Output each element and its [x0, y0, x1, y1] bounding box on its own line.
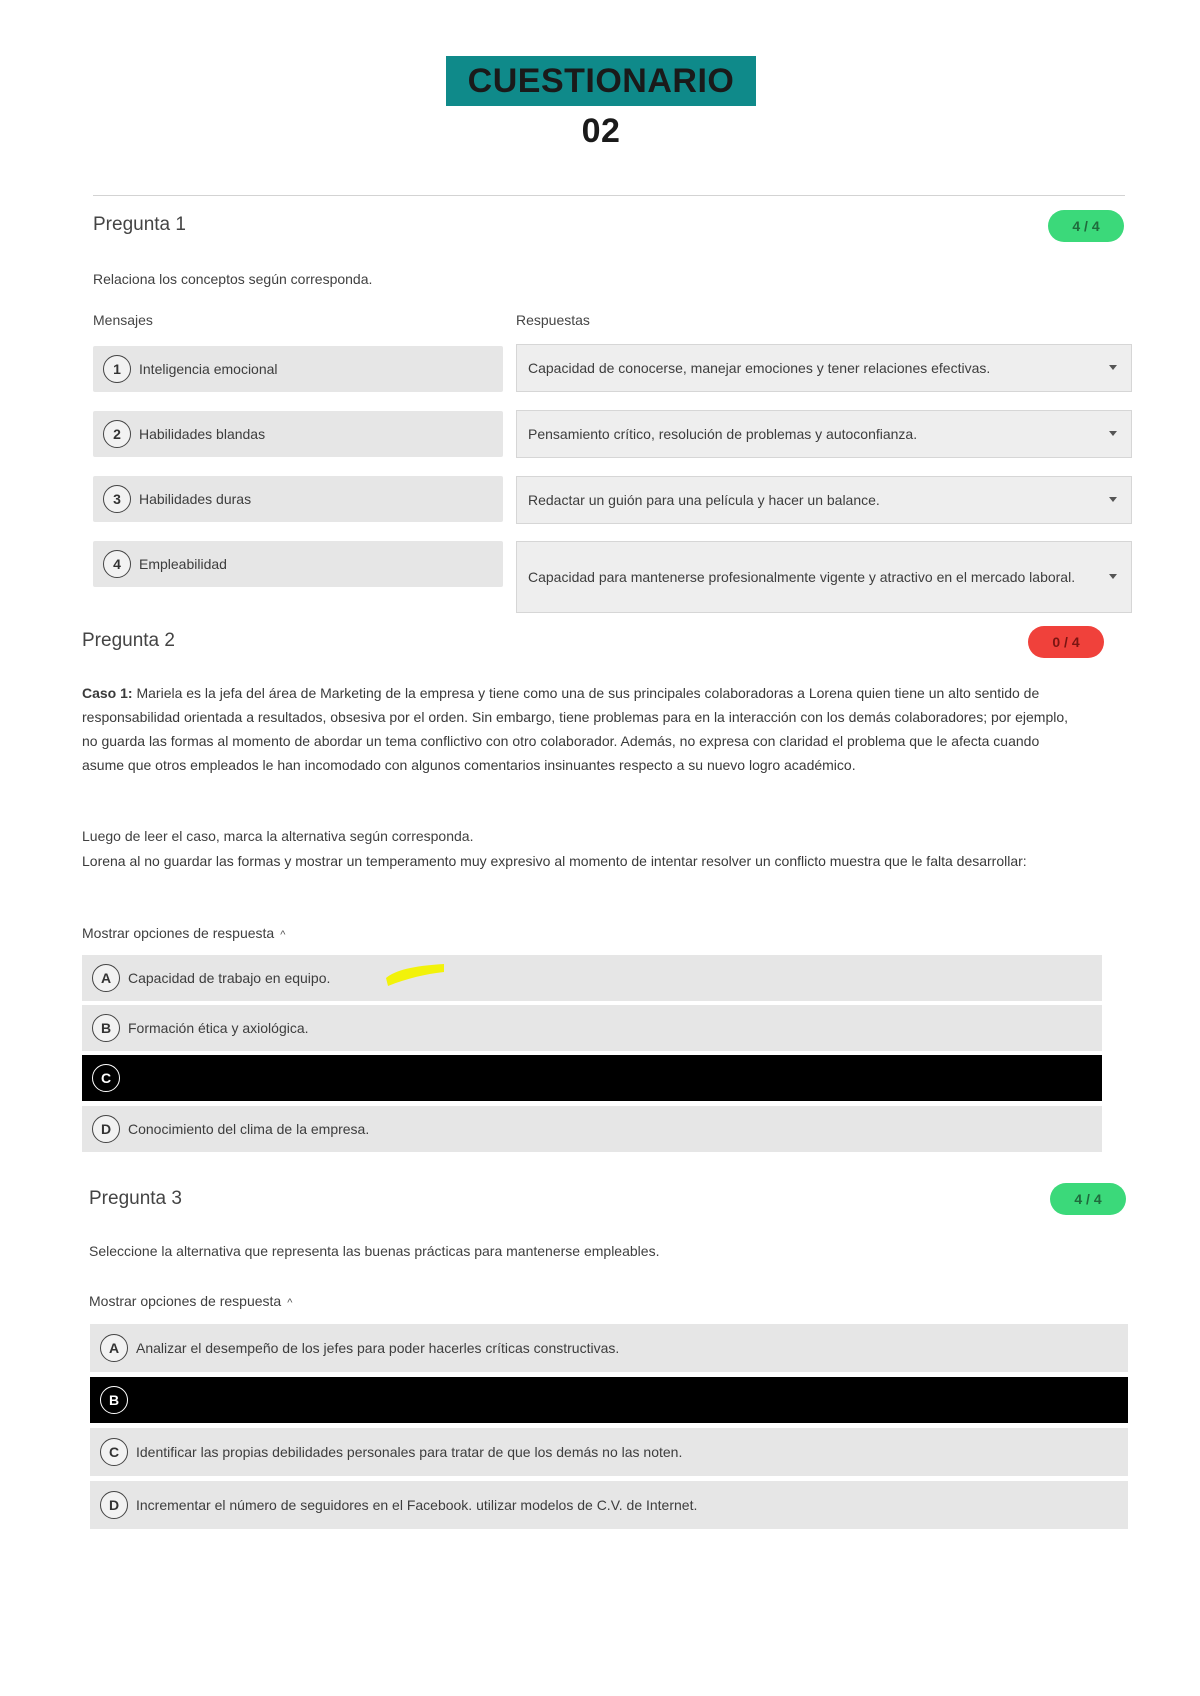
question-1-title: Pregunta 1 — [93, 214, 186, 235]
case-description — [82, 681, 1082, 777]
answer-select[interactable] — [516, 410, 1132, 458]
question-3-prompt: Seleccione la alternativa que representa las buenas prácticas para mantenerse empleables. — [89, 1243, 660, 1259]
option-text: Identificar las propias debilidades personales para tratar de que los demás no las noten. — [136, 1444, 683, 1460]
option-b[interactable] — [82, 1005, 1102, 1051]
option-letter: A — [92, 964, 120, 992]
chevron-down-icon — [1109, 365, 1117, 370]
show-options-label: Mostrar opciones de respuesta — [89, 1293, 282, 1309]
case-text: Mariela es la jefa del área de Marketing de la empresa y tiene como una de sus principales colaboradoras a Lorena quien tiene un alto sentido de responsabilidad orientada a resultados, obsesiva por el orden. Sin embargo, tiene problemas para en la interacción con los demás colaboradores; por ejemplo, no guarda las formas al momento de abordar un tema conflictivo con otro colaborador. Además, no expresa con claridad el problema que le afecta cuando asume que otros empleados le han incomodado con algunos comentarios insinuantes respecto a su nuevo logro académico. — [82, 685, 1069, 773]
option-letter: B — [92, 1014, 120, 1042]
question-2-stem — [82, 849, 1082, 873]
question-1-prompt: Relaciona los conceptos según corresponda. — [93, 271, 373, 287]
question-1-score-badge: 4 / 4 — [1048, 210, 1124, 242]
option-text: Capacidad de trabajo en equipo. — [128, 970, 331, 986]
option-letter: D — [92, 1115, 120, 1143]
chevron-up-icon: ^ — [287, 1297, 293, 1309]
concept-label: Inteligencia emocional — [139, 361, 278, 377]
option-d[interactable] — [82, 1106, 1102, 1152]
option-text: Formación ética y axiológica. — [128, 1020, 309, 1036]
option-letter: C — [100, 1438, 128, 1466]
option-b-redacted[interactable] — [90, 1377, 1128, 1423]
concept-item — [93, 346, 503, 392]
option-a[interactable] — [82, 955, 1102, 1001]
question-3-title: Pregunta 3 — [89, 1188, 182, 1209]
option-letter: D — [100, 1491, 128, 1519]
divider — [93, 195, 1125, 196]
document-title: CUESTIONARIO 02 — [446, 56, 756, 106]
option-c[interactable] — [90, 1428, 1128, 1476]
number-badge: 2 — [103, 420, 131, 448]
show-options-toggle[interactable] — [89, 1293, 292, 1309]
case-label: Caso 1: — [82, 685, 133, 701]
number-badge: 1 — [103, 355, 131, 383]
concept-label: Empleabilidad — [139, 556, 227, 572]
chevron-down-icon — [1109, 497, 1117, 502]
option-text: Analizar el desempeño de los jefes para poder hacerles críticas constructivas. — [136, 1340, 620, 1356]
answer-select-value: Pensamiento crítico, resolución de problemas y autoconfianza. — [528, 426, 918, 442]
column-header-answers: Respuestas — [516, 312, 590, 328]
answer-select-value: Capacidad para mantenerse profesionalmente vigente y atractivo en el mercado laboral. — [528, 569, 1076, 585]
answer-select[interactable] — [516, 476, 1132, 524]
option-letter: A — [100, 1334, 128, 1362]
answer-select[interactable] — [516, 541, 1132, 613]
option-letter: B — [100, 1386, 128, 1414]
concept-label: Habilidades duras — [139, 491, 252, 507]
show-options-toggle[interactable] — [82, 925, 285, 941]
question-2-title: Pregunta 2 — [82, 630, 175, 651]
concept-item — [93, 541, 503, 587]
question-2-stem-text: Lorena al no guardar las formas y mostrar un temperamento muy expresivo al momento de intentar resolver un conflicto muestra que le falta desarrollar: — [82, 853, 1027, 869]
column-header-messages: Mensajes — [93, 312, 153, 328]
option-a[interactable] — [90, 1324, 1128, 1372]
answer-select-value: Capacidad de conocerse, manejar emociones y tener relaciones efectivas. — [528, 360, 991, 376]
option-text: Conocimiento del clima de la empresa. — [128, 1121, 370, 1137]
question-3-score-badge: 4 / 4 — [1050, 1183, 1126, 1215]
option-text: Incrementar el número de seguidores en el Facebook. utilizar modelos de C.V. de Internet. — [136, 1497, 698, 1513]
chevron-down-icon — [1109, 431, 1117, 436]
answer-select[interactable] — [516, 344, 1132, 392]
number-badge: 4 — [103, 550, 131, 578]
answer-select-value: Redactar un guión para una película y hacer un balance. — [528, 492, 880, 508]
option-c-redacted[interactable] — [82, 1055, 1102, 1101]
option-d[interactable] — [90, 1481, 1128, 1529]
show-options-label: Mostrar opciones de respuesta — [82, 925, 275, 941]
chevron-down-icon — [1109, 574, 1117, 579]
concept-label: Habilidades blandas — [139, 426, 266, 442]
option-letter: C — [92, 1064, 120, 1092]
question-2-instruction: Luego de leer el caso, marca la alternativa según corresponda. — [82, 828, 474, 844]
highlighter-mark — [382, 958, 448, 988]
number-badge: 3 — [103, 485, 131, 513]
question-2-score-badge: 0 / 4 — [1028, 626, 1104, 658]
concept-item — [93, 476, 503, 522]
concept-item — [93, 411, 503, 457]
chevron-up-icon: ^ — [280, 929, 286, 941]
